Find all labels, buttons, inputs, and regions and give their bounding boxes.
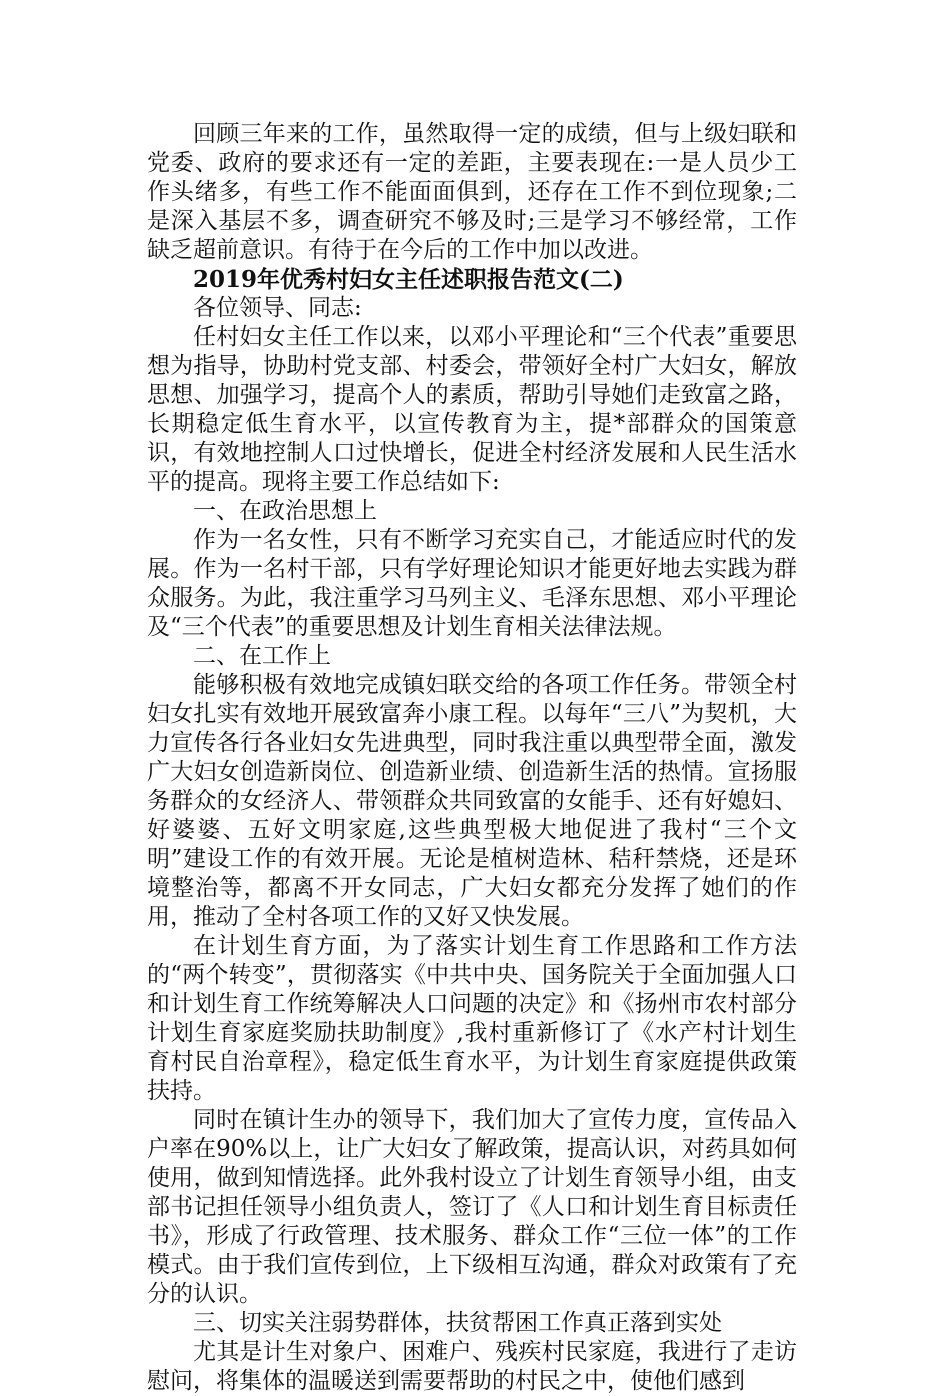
document-title: 2019年优秀村妇女主任述职报告范文(二) [193, 266, 624, 293]
paragraph-family-planning: 在计划生育方面，为了落实计划生育工作思路和工作方法的“两个转变”，贯彻落实《中共中央、国务院关于全面加强人口和计划生育工作统筹解决人口问题的决定》和《扬州市农村部分计划生育家庭奖励扶助制度》,我村重新修订了《水产村计划生育村民自治章程》，稳定低生育水平，为计划生育家庭提供政策扶持。 [147, 933, 797, 1104]
paragraph-review: 回顾三年来的工作，虽然取得一定的成绩，但与上级妇联和党委、政府的要求还有一定的差距，主要表现在:一是人员少工作头绪多，有些工作不能面面俱到，还存在工作不到位现象;二是深入基层不多，调查研究不够及时;三是学习不够经常，工作缺乏超前意识。有待于在今后的工作中加以改进。 [147, 121, 797, 263]
paragraph-work: 能够积极有效地完成镇妇联交给的各项工作任务。带领全村妇女扎实有效地开展致富奔小康工程。以每年“三八”为契机，大力宣传各行各业妇女先进典型，同时我注重以典型带全面，激发广大妇女创造新岗位、创造新业绩、创造新生活的热情。宣扬服务群众的女经济人、带领群众共同致富的女能手、还有好媳妇、好婆婆、五好文明家庭,这些典型极大地促进了我村“三个文明”建设工作的有效开展。无论是植树造林、秸秆禁烧，还是环境整治等，都离不开女同志，广大妇女都充分发挥了她们的作用，推动了全村各项工作的又好又快发展。 [147, 672, 797, 930]
salutation: 各位领导、同志: [193, 295, 362, 321]
section-heading-politics: 一、在政治思想上 [193, 498, 377, 524]
document-page [147, 120, 797, 1396]
paragraph-visits: 尤其是计生对象户、困难户、残疾村民家庭，我进行了走访慰问，将集体的温暖送到需要帮助的村民之中，使他们感到 [147, 1339, 797, 1394]
paragraph-publicity: 同时在镇计生办的领导下，我们加大了宣传力度，宣传品入户率在90%以上，让广大妇女了解政策，提高认识，对药具如何使用，做到知情选择。此外我村设立了计划生育领导小组，由支部书记担任领导小组负责人，签订了《人口和计划生育目标责任书》，形成了行政管理、技术服务、群众工作“三位一体”的工作模式。由于我们宣传到位，上下级相互沟通，群众对政策有了充分的认识。 [147, 1107, 797, 1307]
section-heading-vulnerable: 三、切实关注弱势群体，扶贫帮困工作真正落到实处 [193, 1310, 722, 1336]
paragraph-intro: 任村妇女主任工作以来，以邓小平理论和“三个代表”重要思想为指导，协助村党支部、村委会，带领好全村广大妇女，解放思想、加强学习，提高个人的素质，帮助引导她们走致富之路，长期稳定低生育水平，以宣传教育为主，提*部群众的国策意识，有效地控制人口过快增长，促进全村经济发展和人民生活水平的提高。现将主要工作总结如下: [147, 324, 797, 495]
section-heading-work: 二、在工作上 [193, 643, 331, 669]
paragraph-politics: 作为一名女性，只有不断学习充实自己，才能适应时代的发展。作为一名村干部，只有学好理论知识才能更好地去实践为群众服务。为此，我注重学习马列主义、毛泽东思想、邓小平理论及“三个代表”的重要思想及计划生育相关法律法规。 [147, 527, 797, 640]
